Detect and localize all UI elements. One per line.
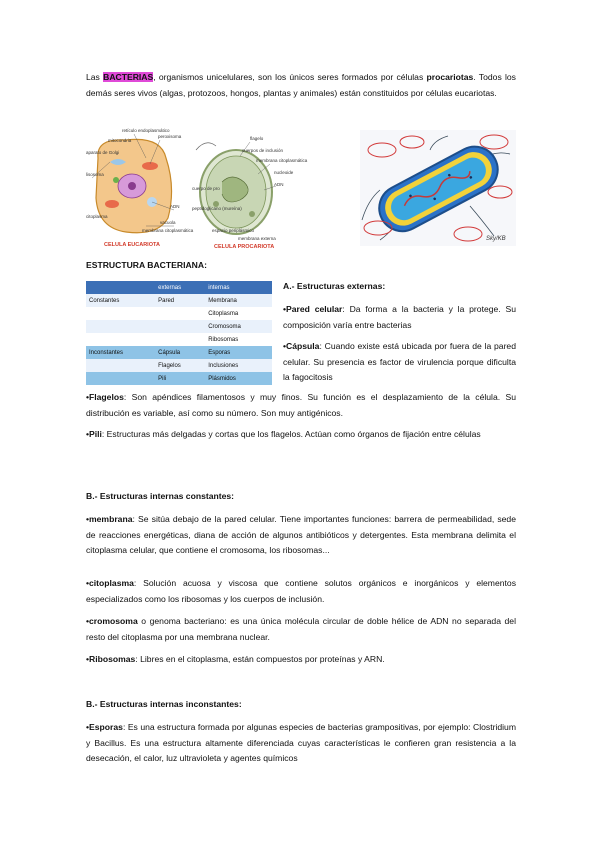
prokaryote-caption: CELULA PROCARIOTA	[214, 244, 275, 250]
euk-label-1: mitocondria	[108, 138, 132, 143]
internal-inconstant-heading: B.- Estructuras internas inconstantes:	[86, 699, 242, 709]
table-row	[86, 346, 272, 359]
table-row	[86, 294, 272, 307]
intro-paragraph	[86, 70, 516, 101]
table-cell	[86, 372, 155, 385]
pili-text: : Estructuras más delgadas y cortas que los flagelos. Actúan como órganos de fijación entre células	[101, 429, 481, 439]
table-row	[86, 320, 272, 333]
esporas-paragraph	[86, 720, 516, 767]
structure-table	[86, 281, 272, 385]
table-header-cell: externas	[155, 281, 205, 294]
table-cell	[155, 333, 205, 346]
table-cell: Membrana	[208, 297, 237, 304]
euk-label-3: aparato de Golgi	[86, 150, 120, 155]
citoplasma-text: : Solución acuosa y viscosa que contiene solutos orgánicos e inorgánicos y elementos especializados como los ribosomas y los cuerpos de inclusión.	[86, 578, 516, 604]
table-header-row	[86, 281, 272, 294]
cromosoma-paragraph	[86, 614, 516, 645]
membrana-paragraph	[86, 512, 516, 559]
prok-label-8: membrana externa	[238, 236, 276, 241]
esporas-text: : Es una estructura formada por algunas especies de bacterias grampositivas, por ejemplo: Clostridium y Bacillus. Es una estructura altamente diferenciada cuyas características le confieren gran resistencia a la desecación, el calor, luz ultravioleta y agentes químicos	[86, 722, 516, 764]
pared-paragraph	[283, 302, 516, 333]
table-row	[86, 372, 272, 385]
bacterias-highlight: BACTERIAS	[103, 72, 154, 82]
pared-text: : Da forma a la bacteria y la protege. Su composición varía entre bacterias	[283, 304, 516, 330]
membrana-text: : Se sitúa debajo de la pared celular. Tiene importantes funciones: barrera de permeabilidad, sede de reacciones energéticas, diana de acción de algunos antibióticos y detergentes. Esta membrana delimita el citoplasma celular, que contiene el cromosoma, los ribosomas...	[86, 514, 516, 556]
external-heading-text: A.- Estructuras externas:	[283, 281, 386, 291]
eukaryote-cell-figure	[86, 128, 194, 250]
table-cell: Pili	[158, 375, 167, 382]
capsula-term: •Cápsula	[283, 341, 320, 351]
bacterium-figure	[360, 130, 516, 246]
internal-constant-heading: B.- Estructuras internas constantes:	[86, 491, 235, 501]
prok-label-4: ADN	[274, 182, 284, 187]
table-cell: Ribosomas	[208, 336, 239, 343]
table-cell: Citoplasma	[208, 310, 239, 317]
table-cell	[86, 333, 155, 346]
ribosomas-text: : Libres en el citoplasma, están compuestos por proteínas y ARN.	[135, 654, 385, 664]
pili-term: •Pili	[86, 429, 102, 439]
capsula-text: : Cuando existe está ubicada por fuera de la pared celular. Su presencia es factor de virulencia porque dificulta la fagocitosis	[283, 341, 516, 383]
ribosomas-paragraph	[86, 652, 516, 668]
table-cell: Cromosoma	[208, 323, 241, 330]
flagelos-term: •Flagelos	[86, 392, 124, 402]
intro-text-2: , organismos unicelulares, son los únicos seres formados por células	[153, 72, 427, 82]
table-cell: Inclusiones	[208, 362, 239, 369]
prokaryote-cell-figure	[192, 134, 308, 252]
intro-text-1: Las	[86, 72, 104, 82]
ribosomas-term: •Ribosomas	[86, 654, 136, 664]
procariotas-term: procariotas	[426, 72, 474, 82]
prok-label-3: nucleoide	[274, 170, 294, 175]
table-cell	[86, 359, 155, 372]
prok-label-5: cuerpo de pro	[192, 186, 220, 191]
citoplasma-term: •citoplasma	[86, 578, 134, 588]
euk-label-8: citoplasma	[86, 214, 108, 219]
euk-label-9: membrana citoplasmática	[142, 228, 194, 233]
cromosoma-term: •cromosoma	[86, 616, 138, 626]
citoplasma-paragraph	[86, 576, 516, 607]
euk-label-0: retículo endoplasmático	[122, 128, 170, 133]
flagelos-paragraph	[86, 390, 516, 421]
table-cell	[155, 320, 205, 333]
cromosoma-text: o genoma bacteriano: es una única molécula circular de doble hélice de ADN no separada del resto del citoplasma por una membrana nuclear.	[86, 616, 516, 642]
table-cell	[155, 307, 205, 320]
external-heading	[283, 279, 516, 295]
table-header-cell	[86, 281, 155, 294]
figure-signature: Sky/KB	[486, 236, 506, 242]
intro-text-3: . Todos los demás seres vivos (algas, protozoos, hongos, plantas y animales) están constituidos por células eucariotas.	[86, 72, 516, 98]
eukaryote-caption: CELULA EUCARIOTA	[104, 242, 160, 248]
prok-label-1: cuerpos de inclusión	[242, 148, 284, 153]
structure-heading: ESTRUCTURA BACTERIANA:	[86, 260, 207, 270]
euk-label-2: peroxisoma	[158, 134, 182, 139]
prok-label-6: peptidoglicano (mureína)	[192, 206, 242, 211]
pili-paragraph	[86, 427, 516, 443]
esporas-term: •Esporas	[86, 722, 123, 732]
table-row	[86, 359, 272, 372]
prok-label-7: espacio periplásmico	[212, 228, 255, 233]
euk-label-4: lisosoma	[86, 172, 104, 177]
table-row	[86, 307, 272, 320]
table-cell: Constantes	[89, 297, 120, 304]
table-cell	[86, 320, 155, 333]
table-cell	[86, 307, 155, 320]
table-cell: Cápsula	[158, 349, 181, 356]
table-cell: Plásmidos	[208, 375, 236, 382]
flagelos-text: : Son apéndices filamentosos y muy finos. Su función es el desplazamiento de la célula. Su distribución es variable, así como su número. Son muy antigénicos.	[86, 392, 516, 418]
membrana-term: •membrana	[86, 514, 133, 524]
table-header-cell: internas	[205, 281, 272, 294]
euk-label-6: vacuola	[160, 220, 176, 225]
prok-label-0: flagelo	[250, 136, 264, 141]
prok-label-2: membrana citoplasmática	[256, 158, 308, 163]
table-cell: Pared	[158, 297, 175, 304]
euk-label-7: ADN	[170, 204, 180, 209]
table-row	[86, 333, 272, 346]
table-cell: Inconstantes	[89, 349, 124, 356]
table-cell: Esporas	[208, 349, 231, 356]
capsula-paragraph	[283, 339, 516, 386]
pared-term: •Pared celular	[283, 304, 343, 314]
table-cell: Flagelos	[158, 362, 181, 369]
